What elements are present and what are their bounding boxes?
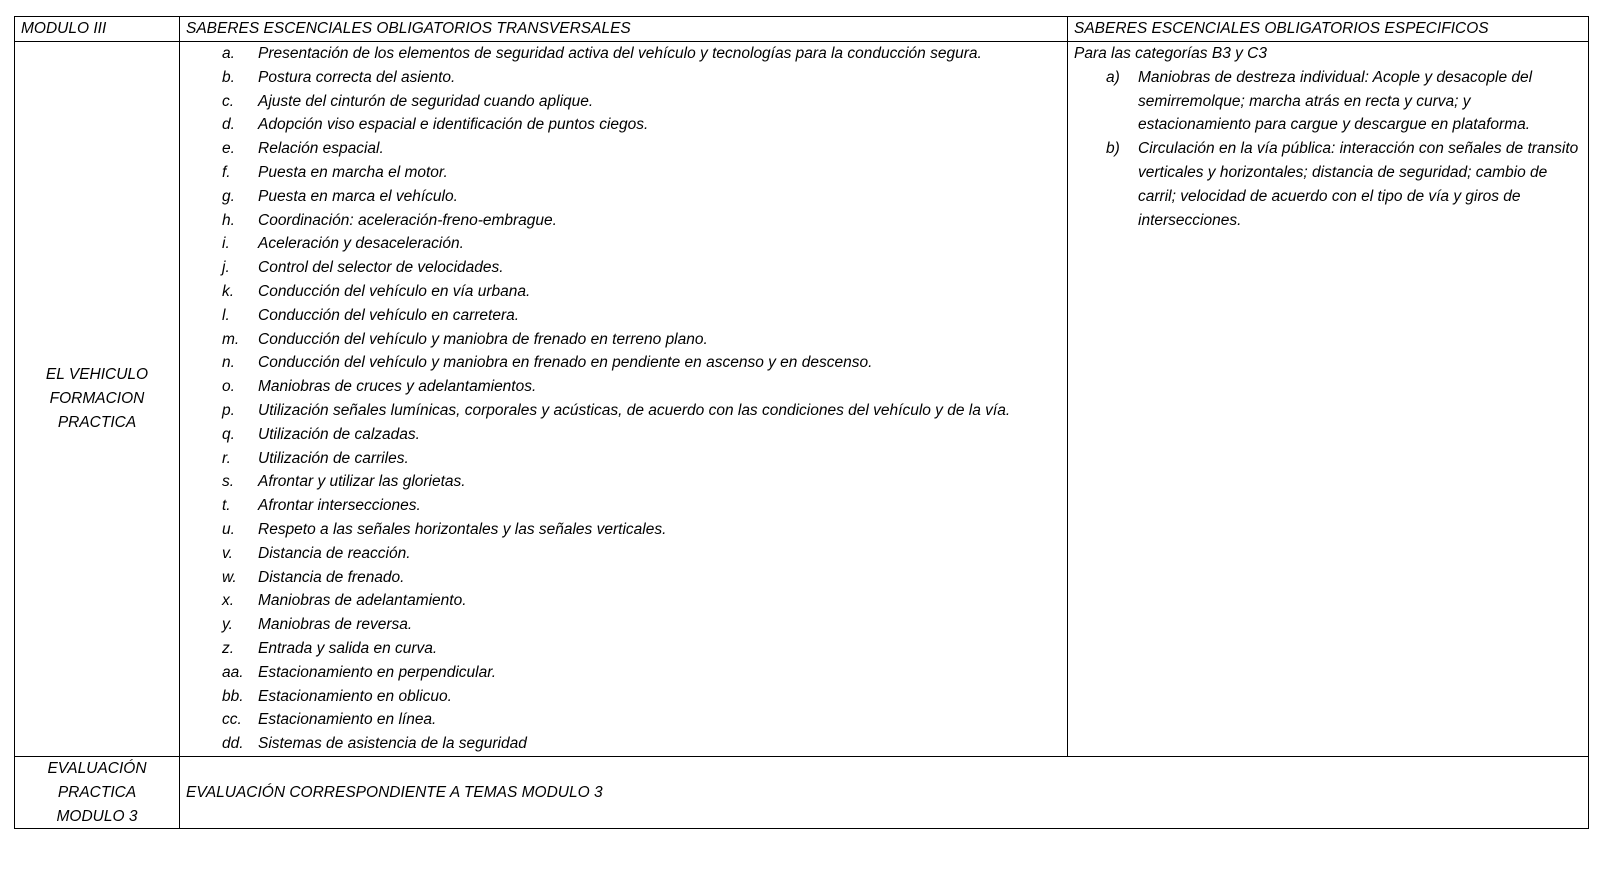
list-marker: o. [222, 378, 235, 396]
list-item [222, 209, 1061, 233]
list-item-text: Aceleración y desaceleración. [258, 235, 464, 253]
list-item [222, 494, 1061, 518]
list-marker: bb. [222, 687, 244, 705]
header-module: MODULO III [15, 17, 180, 42]
list-item-text: Conducción del vehículo y maniobra de frenado en terreno plano. [258, 330, 708, 348]
list-item [222, 542, 1061, 566]
list-item-text: Control del selector de velocidades. [258, 259, 504, 277]
list-marker: aa. [222, 663, 244, 681]
list-item-text: Ajuste del cinturón de seguridad cuando aplique. [258, 92, 594, 110]
list-item-text: Afrontar y utilizar las glorietas. [258, 473, 466, 491]
list-item-text: Conducción del vehículo y maniobra en frenado en pendiente en ascenso y en descenso. [258, 354, 873, 372]
list-item-text: Afrontar intersecciones. [258, 497, 421, 515]
list-marker: q. [222, 425, 235, 443]
list-marker: dd. [222, 735, 244, 753]
transversales-cell [180, 42, 1068, 757]
list-item-text: Maniobras de adelantamiento. [258, 592, 467, 610]
list-item-text: Utilización señales lumínicas, corporales y acústicas, de acuerdo con las condiciones del vehículo y de la vía. [258, 401, 1011, 419]
list-item-text: Maniobras de reversa. [258, 616, 413, 634]
list-item [222, 161, 1061, 185]
list-marker: cc. [222, 711, 242, 729]
list-marker: m. [222, 330, 240, 348]
list-item [222, 637, 1061, 661]
list-item-text: Sistemas de asistencia de la seguridad [258, 735, 527, 753]
list-marker: c. [222, 92, 235, 110]
list-item-text: Puesta en marca el vehículo. [258, 187, 458, 205]
list-marker: k. [222, 282, 235, 300]
header-transversales: SABERES ESCENCIALES OBLIGATORIOS TRANSVERSALES [180, 17, 1068, 42]
list-item-text: Distancia de reacción. [258, 544, 411, 562]
list-item-text: Estacionamiento en perpendicular. [258, 663, 497, 681]
content-row [15, 42, 1589, 757]
list-item [222, 66, 1061, 90]
list-marker: a. [222, 45, 235, 62]
list-item [222, 685, 1061, 709]
list-item-text: Circulación en la vía pública: interacción con señales de transito verticales y horizontales; distancia de seguridad; cambio de carril; velocidad de acuerdo con el tipo de vía y giros de intersecciones. [1138, 140, 1579, 229]
transversales-list [186, 42, 1061, 756]
list-item [222, 280, 1061, 304]
list-item [222, 328, 1061, 352]
list-item [222, 613, 1061, 637]
list-marker: j. [222, 259, 230, 277]
list-marker: b) [1106, 140, 1120, 158]
list-item [222, 256, 1061, 280]
list-marker: h. [222, 211, 235, 229]
evaluation-text: EVALUACIÓN CORRESPONDIENTE A TEMAS MODULO 3 [180, 756, 1589, 828]
list-item [222, 185, 1061, 209]
list-marker: w. [222, 568, 237, 586]
list-marker: x. [222, 592, 235, 610]
evaluation-label-cell [15, 756, 180, 828]
module-label-line: EL VEHICULO [45, 366, 149, 384]
list-marker: g. [222, 187, 235, 205]
list-marker: s. [222, 473, 235, 491]
list-item-text: Utilización de carriles. [258, 449, 409, 467]
list-marker: y. [222, 616, 233, 634]
list-item [222, 732, 1061, 756]
list-item [222, 375, 1061, 399]
list-item [222, 232, 1061, 256]
list-item [1102, 137, 1582, 232]
list-marker: a) [1106, 68, 1120, 86]
evaluation-label-line: EVALUACIÓN [47, 759, 147, 777]
list-item [222, 661, 1061, 685]
list-item-text: Relación espacial. [258, 140, 384, 158]
module-label-line: FORMACION [49, 390, 145, 408]
module-table [14, 16, 1589, 829]
list-item-text: Distancia de frenado. [258, 568, 405, 586]
list-item-text: Conducción del vehículo en vía urbana. [258, 282, 531, 300]
list-marker: l. [222, 306, 230, 324]
list-marker: b. [222, 68, 235, 86]
list-item-text: Postura correcta del asiento. [258, 68, 456, 86]
list-item-text: Presentación de los elementos de seguridad activa del vehículo y tecnologías para la conducción segura. [258, 45, 982, 62]
list-marker: p. [222, 401, 235, 419]
list-item [222, 113, 1061, 137]
list-item [222, 566, 1061, 590]
list-item-text: Maniobras de cruces y adelantamientos. [258, 378, 537, 396]
list-item-text: Puesta en marcha el motor. [258, 163, 448, 181]
list-item-text: Utilización de calzadas. [258, 425, 420, 443]
list-marker: i. [222, 235, 230, 253]
list-item-text: Estacionamiento en línea. [258, 711, 437, 729]
list-item [222, 42, 1061, 66]
list-marker: z. [222, 639, 235, 657]
list-item [222, 447, 1061, 471]
list-item [222, 90, 1061, 114]
evaluation-label-line: MODULO 3 [56, 807, 138, 825]
list-marker: v. [222, 544, 233, 562]
list-item [1102, 66, 1582, 137]
module-label-line: PRACTICA [57, 413, 137, 431]
list-marker: n. [222, 354, 235, 372]
list-item-text: Adopción viso espacial e identificación de puntos ciegos. [258, 116, 649, 134]
list-item-text: Estacionamiento en oblicuo. [258, 687, 452, 705]
header-especificos: SABERES ESCENCIALES OBLIGATORIOS ESPECIFICOS [1068, 17, 1589, 42]
list-marker: d. [222, 116, 235, 134]
list-marker: t. [222, 497, 231, 515]
list-item-text: Coordinación: aceleración-freno-embrague. [258, 211, 557, 229]
list-item-text: Respeto a las señales horizontales y las señales verticales. [258, 520, 667, 538]
header-row [15, 17, 1589, 42]
list-item [222, 589, 1061, 613]
list-item [222, 708, 1061, 732]
list-item-text: Conducción del vehículo en carretera. [258, 306, 520, 324]
list-marker: e. [222, 140, 235, 158]
evaluation-row [15, 756, 1589, 828]
list-item [222, 399, 1061, 423]
evaluation-label-line: PRACTICA [57, 783, 137, 801]
list-item [222, 470, 1061, 494]
list-item-text: Entrada y salida en curva. [258, 639, 438, 657]
list-marker: f. [222, 163, 231, 181]
especificos-cell [1068, 42, 1589, 757]
especificos-list [1074, 66, 1582, 233]
list-marker: r. [222, 449, 231, 467]
list-item [222, 518, 1061, 542]
module-label-cell [15, 42, 180, 757]
list-marker: u. [222, 520, 235, 538]
especificos-intro: Para las categorías B3 y C3 [1074, 45, 1267, 62]
list-item-text: Maniobras de destreza individual: Acople y desacople del semirremolque; marcha atrás en recta y curva; y estacionamiento para cargue y descargue en plataforma. [1138, 68, 1533, 134]
list-item [222, 351, 1061, 375]
list-item [222, 423, 1061, 447]
list-item [222, 304, 1061, 328]
list-item [222, 137, 1061, 161]
